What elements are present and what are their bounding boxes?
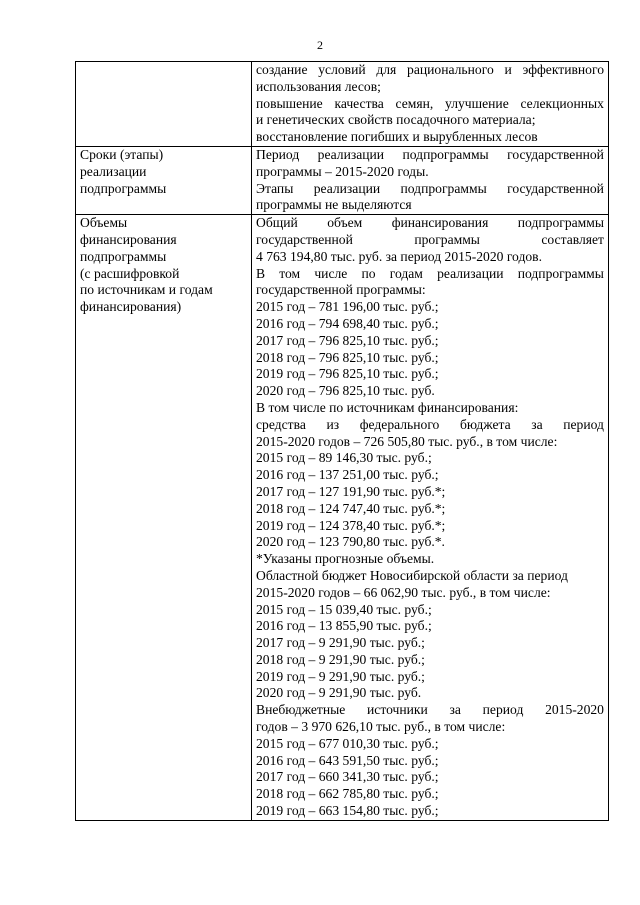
word: подпрограммы xyxy=(402,146,489,162)
word: за xyxy=(449,702,461,718)
word: повышение xyxy=(256,95,323,111)
content-line: 2015 год – 89 146,30 тыс. руб.; xyxy=(256,450,432,466)
word: составляет xyxy=(541,231,604,247)
row-content-cell xyxy=(252,215,609,821)
row-label-cell xyxy=(76,62,252,147)
content-line xyxy=(256,62,604,79)
word: Период xyxy=(256,146,300,162)
content-line: 2016 год – 137 251,00 тыс. руб.; xyxy=(256,467,439,483)
content-line: 2019 год – 796 825,10 тыс. руб.; xyxy=(256,366,439,382)
word: бюджета xyxy=(459,416,511,432)
row-content-cell xyxy=(252,62,609,147)
word: качества xyxy=(334,95,384,111)
word: числе xyxy=(314,265,348,281)
table-row-goals xyxy=(76,62,609,147)
content-line: 2017 год – 9 291,90 тыс. руб.; xyxy=(256,635,425,651)
content-line: 2016 год – 794 698,40 тыс. руб.; xyxy=(256,315,439,331)
content-line xyxy=(256,181,604,198)
content-line: восстановление погибших и вырубленных лесов xyxy=(256,129,538,145)
row-content-cell xyxy=(252,146,609,214)
word: государственной xyxy=(507,146,604,162)
word: подпрограммы xyxy=(517,265,604,281)
word: Внебюджетные xyxy=(256,702,346,718)
label-line: финансирования xyxy=(80,231,177,247)
content-line: Областной бюджет Новосибирской области за период xyxy=(256,567,568,583)
content-line xyxy=(256,417,604,434)
word: годам xyxy=(389,265,423,281)
word: Общий xyxy=(256,215,298,231)
word: эффективного xyxy=(522,62,604,77)
content-line: 2015 год – 15 039,40 тыс. руб.; xyxy=(256,601,432,617)
content-line: 2019 год – 9 291,90 тыс. руб.; xyxy=(256,668,425,684)
label-line: подпрограммы xyxy=(80,180,167,196)
word: реализации xyxy=(317,146,385,162)
content-line: 2015-2020 годов – 66 062,90 тыс. руб., в том числе: xyxy=(256,584,551,600)
content-line: 2015 год – 677 010,30 тыс. руб.; xyxy=(256,735,439,751)
content-line: 2018 год – 9 291,90 тыс. руб.; xyxy=(256,651,425,667)
page-number: 2 xyxy=(317,38,323,52)
content-line: 2017 год – 127 191,90 тыс. руб.*; xyxy=(256,483,446,499)
label-line: Сроки (этапы) xyxy=(80,146,164,162)
content-line xyxy=(256,215,604,232)
word: 2015-2020 xyxy=(545,702,604,718)
content-line: годов – 3 970 626,10 тыс. руб., в том числе: xyxy=(256,719,506,735)
content-line: программы не выделяются xyxy=(256,197,412,213)
content-line: 2015-2020 годов – 726 505,80 тыс. руб., в том числе: xyxy=(256,433,558,449)
word: финансирования xyxy=(391,215,489,231)
content-line xyxy=(256,147,604,164)
word: программы xyxy=(414,231,480,247)
content-line: и генетических свойств посадочного материала; xyxy=(256,112,536,128)
word: объем xyxy=(327,215,363,231)
content-line: 2020 год – 796 825,10 тыс. руб. xyxy=(256,383,435,399)
table-row-periods xyxy=(76,146,609,214)
label-line: финансирования) xyxy=(80,299,182,315)
label-line: Объемы xyxy=(80,215,128,231)
word: улучшение xyxy=(445,95,509,111)
content-line xyxy=(256,232,604,249)
row-label-cell xyxy=(76,215,252,821)
word: государственной xyxy=(256,231,353,247)
word: реализации xyxy=(313,180,381,196)
word: для xyxy=(376,62,397,77)
label-line: подпрограммы xyxy=(80,248,167,264)
content-line: 2020 год – 123 790,80 тыс. руб.*. xyxy=(256,534,445,550)
word: подпрограммы xyxy=(400,180,487,196)
passport-table xyxy=(75,61,609,821)
word: реализации xyxy=(437,265,504,281)
table-row-funding xyxy=(76,215,609,821)
label-line: реализации xyxy=(80,163,147,179)
word: средства xyxy=(256,416,306,432)
content-line xyxy=(256,702,604,719)
word: В xyxy=(256,265,266,281)
content-line: 2016 год – 13 855,90 тыс. руб.; xyxy=(256,618,432,634)
word: создание xyxy=(256,62,308,77)
word: семян, xyxy=(395,95,434,111)
content-line: 2018 год – 124 747,40 тыс. руб.*; xyxy=(256,500,446,516)
content-line: В том числе по источникам финансирования: xyxy=(256,399,519,415)
label-line: (с расшифровкой xyxy=(80,265,180,281)
content-line: 2016 год – 643 591,50 тыс. руб.; xyxy=(256,752,439,768)
content-line: 2019 год – 663 154,80 тыс. руб.; xyxy=(256,803,439,819)
word: источники xyxy=(367,702,428,718)
content-line: 2020 год – 9 291,90 тыс. руб. xyxy=(256,685,422,701)
content-line: 2018 год – 662 785,80 тыс. руб.; xyxy=(256,786,439,802)
content-line: 2015 год – 781 196,00 тыс. руб.; xyxy=(256,299,439,315)
label-line: по источникам и годам xyxy=(80,282,213,298)
content-line: использования лесов; xyxy=(256,78,381,94)
word: федерального xyxy=(359,416,440,432)
content-line: 2017 год – 660 341,30 тыс. руб.; xyxy=(256,769,439,785)
content-line: 2017 год – 796 825,10 тыс. руб.; xyxy=(256,332,439,348)
word: за xyxy=(531,416,543,432)
word: селекционных xyxy=(520,95,604,111)
content-line xyxy=(256,96,604,113)
row-label-cell xyxy=(76,146,252,214)
content-line: 2019 год – 124 378,40 тыс. руб.*; xyxy=(256,517,446,533)
word: по xyxy=(361,265,376,281)
word: период xyxy=(482,702,524,718)
word: том xyxy=(279,265,301,281)
content-line: 4 763 194,80 тыс. руб. за период 2015-2020 годов. xyxy=(256,248,542,264)
word: период xyxy=(563,416,604,432)
content-line xyxy=(256,266,604,283)
content-line: *Указаны прогнозные объемы. xyxy=(256,551,435,567)
word: из xyxy=(326,416,340,432)
word: рационального xyxy=(407,62,494,77)
word: и xyxy=(504,62,512,77)
content-line: государственной программы: xyxy=(256,282,426,298)
word: подпрограммы xyxy=(517,215,604,231)
word: Этапы xyxy=(256,180,294,196)
word: государственной xyxy=(507,180,604,196)
word: условий xyxy=(318,62,366,77)
content-line: программы – 2015-2020 годы. xyxy=(256,163,429,179)
content-line: 2018 год – 796 825,10 тыс. руб.; xyxy=(256,349,439,365)
